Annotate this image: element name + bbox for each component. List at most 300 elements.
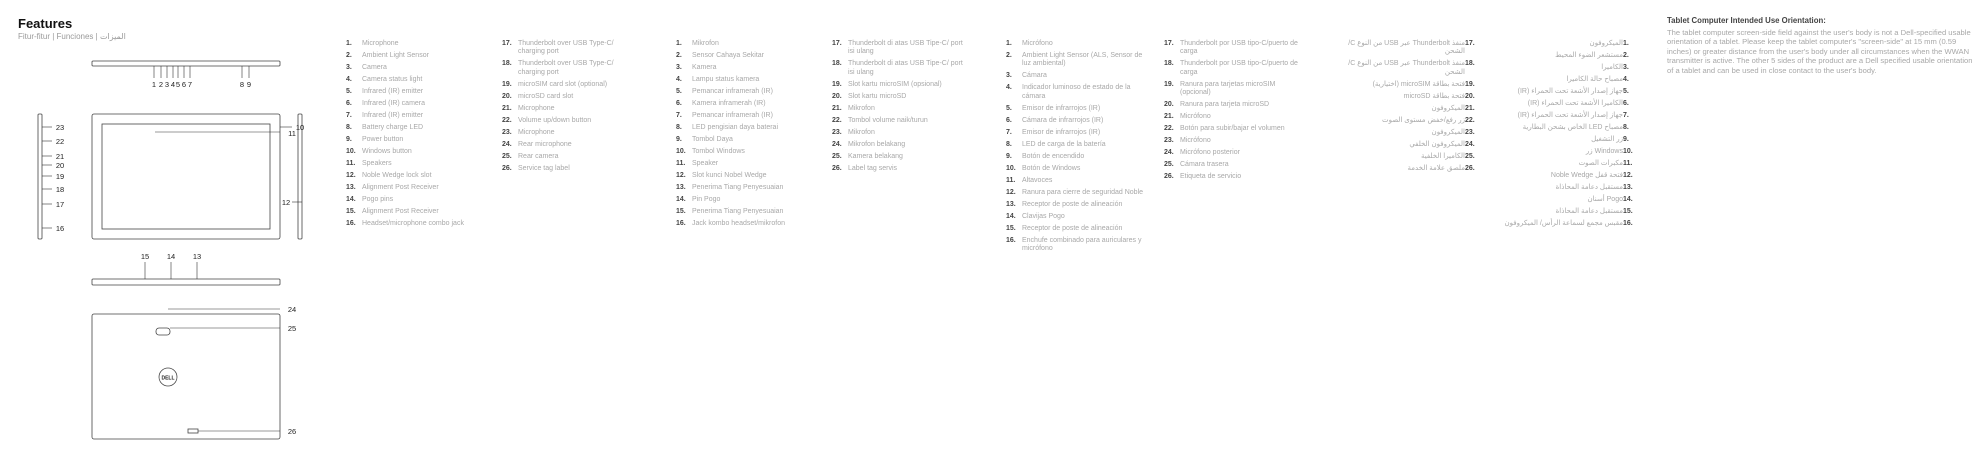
item-number: 1. bbox=[1006, 40, 1012, 47]
item-label: Penerima Tiang Penyesuaian bbox=[692, 208, 784, 215]
item-number: .8 bbox=[1623, 124, 1629, 131]
list-item bbox=[1006, 225, 1151, 233]
list-ar-part1 bbox=[1494, 40, 1639, 232]
callout-2: 2 bbox=[158, 80, 164, 89]
callout-16: 16 bbox=[55, 224, 65, 233]
item-number: 21. bbox=[1164, 113, 1174, 121]
item-label: فتحة بطاقة microSIM (اختيارية) bbox=[1372, 80, 1465, 88]
item-label: Kamera inframerah (IR) bbox=[692, 100, 766, 107]
item-number: 1. bbox=[676, 40, 682, 47]
item-label: الميكروفون الخلفي bbox=[1409, 140, 1465, 148]
item-number: .14 bbox=[1623, 196, 1633, 203]
item-number: 21. bbox=[832, 104, 842, 112]
item-number: 11. bbox=[676, 160, 686, 167]
callout-25: 25 bbox=[287, 324, 297, 333]
item-label: Thunderbolt over USB Type-C/ charging port bbox=[518, 40, 614, 56]
item-label: منفذ Thunderbolt عبر USB من النوع C/الشحن bbox=[1348, 40, 1465, 56]
list-item bbox=[1494, 196, 1639, 204]
item-number: 7. bbox=[676, 112, 682, 119]
item-number: 16. bbox=[1006, 236, 1016, 244]
list-item bbox=[1164, 173, 1304, 181]
item-number: 22. bbox=[1164, 125, 1174, 133]
item-label: Headset/microphone combo jack bbox=[362, 220, 464, 227]
item-label: Power button bbox=[362, 136, 404, 143]
item-number: 4. bbox=[1006, 84, 1012, 92]
item-number: 14. bbox=[676, 196, 686, 203]
item-number: .9 bbox=[1623, 136, 1629, 143]
list-item bbox=[1006, 153, 1151, 161]
item-label: Thunderbolt por USB tipo-C/puerto de carga bbox=[1180, 60, 1298, 76]
list-item bbox=[1494, 208, 1639, 216]
item-number: 25. bbox=[502, 152, 512, 160]
item-label: Botón de Windows bbox=[1022, 164, 1081, 172]
item-number: 17. bbox=[1164, 40, 1174, 47]
list-item bbox=[1336, 117, 1481, 125]
list-item bbox=[1494, 124, 1639, 132]
list-item bbox=[1006, 213, 1151, 221]
item-number: .7 bbox=[1623, 112, 1629, 119]
list-item bbox=[1494, 100, 1639, 108]
item-label: Micrófono bbox=[1180, 137, 1211, 145]
list-item bbox=[1006, 165, 1151, 173]
list-item bbox=[1494, 40, 1639, 48]
item-number: 3. bbox=[676, 64, 682, 71]
item-number: 26. bbox=[502, 164, 512, 172]
item-label: ملصق علامة الخدمة bbox=[1407, 164, 1465, 172]
list-item bbox=[1336, 141, 1481, 149]
item-label: Microphone bbox=[362, 40, 399, 47]
list-item bbox=[1164, 101, 1304, 109]
item-number: .19 bbox=[1465, 80, 1475, 88]
callout-23: 23 bbox=[55, 123, 65, 132]
item-number: 1. bbox=[346, 40, 352, 47]
list-item bbox=[1006, 52, 1151, 69]
item-number: 7. bbox=[346, 112, 352, 119]
callout-1: 1 bbox=[151, 80, 157, 89]
item-label: مصباح LED الخاص بشحن البطارية bbox=[1522, 124, 1623, 131]
item-number: .20 bbox=[1465, 92, 1475, 100]
item-number: 17. bbox=[502, 40, 512, 47]
item-label: Tombol volume naik/turun bbox=[848, 116, 928, 124]
item-label: Kamera bbox=[692, 64, 717, 71]
tablet-diagram bbox=[30, 50, 320, 450]
item-number: .17 bbox=[1465, 40, 1475, 47]
list-item bbox=[1494, 76, 1639, 84]
item-number: 13. bbox=[676, 184, 686, 191]
item-label: Cámara bbox=[1022, 72, 1047, 80]
item-label: الكاميرا الأشعة تحت الحمراء (IR) bbox=[1527, 100, 1623, 107]
item-label: Rear microphone bbox=[518, 140, 572, 148]
callout-11: 11 bbox=[288, 129, 296, 138]
item-number: 24. bbox=[832, 140, 842, 148]
list-item bbox=[502, 165, 637, 173]
list-item bbox=[1336, 165, 1481, 173]
tablet-bottom-edge bbox=[92, 279, 280, 285]
item-label: مكبرات الصوت bbox=[1578, 160, 1623, 167]
item-label: Etiqueta de servicio bbox=[1180, 173, 1242, 181]
item-number: 19. bbox=[832, 80, 842, 88]
item-number: 14. bbox=[1006, 212, 1016, 220]
callout-22: 22 bbox=[55, 137, 65, 146]
note-body: The tablet computer screen-side field against the user's body is not a Dell-specified usable orientation of a tablet. Please keep the tablet computer's "screen-side" at 15 mm (0.59 inches) or greater distance from the user's body under all circumstances when the WWAN transmitter is active. The other 5 sides of the product are a Dell specified usable orientation of a tablet and can be used in close contact to the user's body. bbox=[1667, 27, 1973, 75]
list-item bbox=[502, 117, 637, 125]
callout-9: 9 bbox=[246, 80, 252, 89]
item-number: .3 bbox=[1623, 64, 1629, 71]
item-number: 25. bbox=[832, 152, 842, 160]
item-number: 23. bbox=[502, 128, 512, 136]
item-number: 5. bbox=[676, 88, 682, 95]
list-item bbox=[1336, 105, 1481, 113]
item-label: Micrófono bbox=[1022, 40, 1053, 47]
item-label: جهاز إصدار الأشعة تحت الحمراء (IR) bbox=[1517, 88, 1623, 95]
list-item bbox=[346, 88, 481, 96]
item-label: Infrared (IR) emitter bbox=[362, 112, 424, 119]
item-number: 19. bbox=[502, 80, 512, 88]
list-item bbox=[1494, 172, 1639, 180]
item-label: Tombol Windows bbox=[692, 148, 745, 155]
list-item bbox=[676, 172, 811, 180]
item-number: 14. bbox=[346, 196, 356, 203]
list-item bbox=[676, 208, 811, 216]
item-number: 6. bbox=[346, 100, 352, 107]
item-label: Thunderbolt over USB Type-C/ charging port bbox=[518, 60, 614, 76]
item-number: 17. bbox=[832, 40, 842, 47]
item-label: Ranura para cierre de seguridad Noble bbox=[1022, 188, 1144, 196]
list-item bbox=[346, 160, 481, 168]
item-label: Sensor Cahaya Sekitar bbox=[692, 52, 764, 59]
list-item bbox=[346, 136, 481, 144]
list-item bbox=[346, 112, 481, 120]
callout-7: 7 bbox=[187, 80, 193, 89]
item-label: Microphone bbox=[518, 104, 555, 112]
item-label: Camera bbox=[362, 64, 387, 71]
item-number: 22. bbox=[832, 116, 842, 124]
item-number: 11. bbox=[346, 160, 356, 167]
item-label: Slot kunci Nobel Wedge bbox=[692, 172, 767, 179]
item-number: 4. bbox=[676, 76, 682, 83]
item-number: .2 bbox=[1623, 52, 1629, 59]
list-item bbox=[1164, 161, 1304, 169]
item-number: 9. bbox=[1006, 152, 1012, 160]
callout-17: 17 bbox=[55, 200, 65, 209]
item-number: 9. bbox=[676, 136, 682, 143]
item-label: جهاز إصدار الأشعة تحت الحمراء (IR) bbox=[1517, 112, 1623, 119]
list-item bbox=[346, 40, 481, 48]
item-number: 6. bbox=[676, 100, 682, 107]
item-label: الكاميرا bbox=[1601, 64, 1623, 71]
item-number: 8. bbox=[1006, 140, 1012, 148]
item-number: .13 bbox=[1623, 184, 1633, 191]
item-label: Speakers bbox=[362, 160, 392, 167]
item-number: .10 bbox=[1623, 148, 1633, 155]
item-label: Rear camera bbox=[518, 152, 559, 160]
item-label: Volume up/down button bbox=[518, 116, 592, 124]
list-en-part2 bbox=[502, 40, 637, 177]
list-item bbox=[676, 40, 811, 48]
item-number: 13. bbox=[346, 184, 356, 191]
item-label: زر رفع/خفض مستوى الصوت bbox=[1382, 116, 1465, 124]
tablet-screen bbox=[102, 124, 270, 229]
item-label: فتحة بطاقة microSD bbox=[1403, 92, 1465, 100]
callout-5: 5 bbox=[175, 80, 181, 89]
item-number: 11. bbox=[1006, 176, 1016, 184]
list-item bbox=[346, 124, 481, 132]
item-number: 10. bbox=[676, 148, 686, 155]
list-item bbox=[502, 153, 637, 161]
item-label: Pogo أسنان bbox=[1587, 196, 1623, 203]
item-label: Windows زر bbox=[1585, 148, 1623, 155]
list-item bbox=[676, 196, 811, 204]
item-label: Camera status light bbox=[362, 76, 423, 83]
list-item bbox=[676, 88, 811, 96]
item-label: Enchufe combinado para auriculares y micrófono bbox=[1022, 236, 1142, 253]
item-number: 26. bbox=[1164, 173, 1174, 181]
item-label: Service tag label bbox=[518, 164, 570, 172]
item-label: Pemancar inframerah (IR) bbox=[692, 112, 773, 119]
callout-6: 6 bbox=[181, 80, 187, 89]
item-label: Receptor de poste de alineación bbox=[1022, 224, 1123, 232]
item-label: Infrared (IR) camera bbox=[362, 100, 426, 107]
list-item bbox=[1006, 105, 1151, 113]
list-item bbox=[1336, 93, 1481, 101]
item-number: 21. bbox=[502, 104, 512, 112]
item-label: مستقبل دعامة المحاذاة bbox=[1555, 184, 1623, 191]
callout-21: 21 bbox=[55, 152, 65, 161]
callout-10: 10 bbox=[295, 123, 305, 132]
list-item bbox=[1164, 81, 1304, 98]
list-item bbox=[502, 40, 637, 57]
item-label: Pin Pogo bbox=[692, 196, 721, 203]
list-item bbox=[676, 64, 811, 72]
item-label: Tombol Daya bbox=[692, 136, 733, 143]
list-item bbox=[1006, 40, 1151, 48]
item-label: Windows button bbox=[362, 148, 412, 155]
list-item bbox=[1006, 72, 1151, 80]
item-label: فتحة قفل Noble Wedge bbox=[1550, 172, 1623, 179]
item-number: 3. bbox=[346, 64, 352, 71]
list-item bbox=[676, 148, 811, 156]
callout-20: 20 bbox=[55, 161, 65, 170]
item-label: Alignment Post Receiver bbox=[362, 184, 439, 191]
item-label: Penerima Tiang Penyesuaian bbox=[692, 184, 784, 191]
list-item bbox=[1006, 141, 1151, 149]
list-item bbox=[1494, 52, 1639, 60]
item-number: .4 bbox=[1623, 76, 1629, 83]
item-number: 2. bbox=[1006, 52, 1012, 59]
item-label: زر التشغيل bbox=[1591, 136, 1623, 143]
list-item bbox=[832, 141, 967, 149]
item-number: .23 bbox=[1465, 128, 1475, 136]
item-label: Thunderbolt di atas USB Tipe-C/ port isi ulang bbox=[848, 40, 963, 56]
item-number: 12. bbox=[1006, 188, 1016, 196]
item-label: Slot kartu microSD bbox=[848, 92, 907, 100]
item-number: 12. bbox=[676, 172, 686, 179]
item-label: Noble Wedge lock slot bbox=[362, 172, 432, 179]
item-label: Pemancar inframerah (IR) bbox=[692, 88, 773, 95]
item-number: 9. bbox=[346, 136, 352, 143]
item-number: .12 bbox=[1623, 172, 1633, 179]
callout-12: 12 bbox=[281, 198, 291, 207]
item-label: Infrared (IR) emitter bbox=[362, 88, 424, 95]
item-number: .26 bbox=[1465, 164, 1475, 172]
item-label: Botón para subir/bajar el volumen bbox=[1180, 125, 1285, 133]
item-label: Mikrofon bbox=[848, 104, 875, 112]
list-item bbox=[832, 81, 967, 89]
list-item bbox=[832, 93, 967, 101]
list-item bbox=[1164, 60, 1304, 77]
callout-18: 18 bbox=[55, 185, 65, 194]
list-item bbox=[1006, 189, 1151, 197]
item-number: 19. bbox=[1164, 80, 1174, 88]
list-item bbox=[676, 124, 811, 132]
callout-15: 15 bbox=[140, 252, 150, 261]
item-number: 10. bbox=[1006, 164, 1016, 172]
list-item bbox=[832, 40, 967, 57]
item-number: 23. bbox=[832, 128, 842, 136]
item-label: Microphone bbox=[518, 128, 555, 136]
list-item bbox=[502, 141, 637, 149]
item-number: .1 bbox=[1623, 40, 1629, 47]
item-label: الميكروفون bbox=[1589, 40, 1623, 47]
item-number: 20. bbox=[1164, 101, 1174, 109]
page-subtitle: Fitur-fitur | Funciones | الميزات bbox=[18, 32, 126, 41]
tablet-left-side bbox=[38, 114, 42, 239]
item-number: 18. bbox=[1164, 60, 1174, 68]
list-item bbox=[346, 172, 481, 180]
item-label: Label tag servis bbox=[848, 164, 898, 172]
item-number: 6. bbox=[1006, 116, 1012, 124]
list-item bbox=[346, 76, 481, 84]
item-label: Micrófono bbox=[1180, 113, 1211, 121]
rear-camera-module bbox=[156, 328, 170, 335]
item-label: مستشعر الضوء المحيط bbox=[1555, 52, 1623, 59]
list-es-part1 bbox=[1006, 40, 1151, 257]
item-number: 25. bbox=[1164, 161, 1174, 169]
callout-4: 4 bbox=[170, 80, 176, 89]
callout-19: 19 bbox=[55, 172, 65, 181]
item-label: LED pengisian daya baterai bbox=[692, 124, 779, 131]
list-item bbox=[832, 105, 967, 113]
list-item bbox=[1494, 88, 1639, 96]
item-number: 15. bbox=[1006, 224, 1016, 232]
list-item bbox=[502, 60, 637, 77]
list-item bbox=[346, 208, 481, 216]
item-number: .16 bbox=[1623, 220, 1633, 227]
item-label: Battery charge LED bbox=[362, 124, 424, 131]
item-label: Speaker bbox=[692, 160, 719, 167]
list-item bbox=[1494, 160, 1639, 168]
list-item bbox=[346, 52, 481, 60]
list-item bbox=[1494, 64, 1639, 72]
item-label: Micrófono posterior bbox=[1180, 149, 1240, 157]
item-label: Ranura para tarjetas microSIM (opcional) bbox=[1180, 80, 1276, 97]
note-heading: Tablet Computer Intended Use Orientation: bbox=[1667, 16, 1826, 25]
item-number: 7. bbox=[1006, 128, 1012, 136]
item-label: Pogo pins bbox=[362, 196, 394, 203]
list-item bbox=[1336, 40, 1481, 57]
list-item bbox=[1494, 148, 1639, 156]
list-item bbox=[1336, 153, 1481, 161]
list-item bbox=[1006, 201, 1151, 209]
list-item bbox=[1494, 136, 1639, 144]
list-item bbox=[676, 220, 811, 228]
list-item bbox=[502, 93, 637, 101]
item-number: .24 bbox=[1465, 140, 1475, 148]
item-number: 10. bbox=[346, 148, 356, 155]
item-number: 16. bbox=[676, 220, 686, 227]
list-item bbox=[1006, 129, 1151, 137]
list-item bbox=[1164, 40, 1304, 57]
tablet-back bbox=[92, 314, 280, 439]
list-item bbox=[502, 81, 637, 89]
list-item bbox=[1336, 129, 1481, 137]
callout-24: 24 bbox=[287, 305, 297, 314]
list-item bbox=[1164, 113, 1304, 121]
item-label: Ranura para tarjeta microSD bbox=[1180, 101, 1270, 109]
item-label: LED de carga de la batería bbox=[1022, 140, 1106, 148]
tablet-front bbox=[92, 114, 280, 239]
item-label: مصباح حالة الكاميرا bbox=[1566, 76, 1623, 83]
list-item bbox=[676, 100, 811, 108]
item-number: 13. bbox=[1006, 200, 1016, 208]
list-item bbox=[1336, 81, 1481, 89]
list-en-part1 bbox=[346, 40, 481, 232]
item-number: .5 bbox=[1623, 88, 1629, 95]
item-label: الميكروفون bbox=[1431, 128, 1465, 136]
item-label: مستقبل دعامة المحاذاة bbox=[1555, 208, 1623, 215]
service-tag-label bbox=[188, 429, 198, 433]
item-number: 8. bbox=[676, 124, 682, 131]
list-id-part2 bbox=[832, 40, 967, 177]
item-number: 15. bbox=[676, 208, 686, 215]
item-number: 18. bbox=[502, 60, 512, 68]
item-number: 15. bbox=[346, 208, 356, 215]
list-item bbox=[676, 136, 811, 144]
dell-logo-text: DELL bbox=[161, 375, 175, 382]
list-ar-part2 bbox=[1336, 40, 1481, 177]
item-number: .11 bbox=[1623, 160, 1633, 167]
list-item bbox=[1494, 184, 1639, 192]
item-number: .15 bbox=[1623, 208, 1633, 215]
item-number: 3. bbox=[1006, 72, 1012, 80]
item-label: Receptor de poste de alineación bbox=[1022, 200, 1123, 208]
item-label: Mikrofon belakang bbox=[848, 140, 906, 148]
list-item bbox=[346, 196, 481, 204]
item-number: .21 bbox=[1465, 104, 1475, 112]
tablet-drawing bbox=[30, 50, 330, 460]
callout-14: 14 bbox=[166, 252, 176, 261]
list-item bbox=[502, 105, 637, 113]
list-item bbox=[676, 160, 811, 168]
item-number: 8. bbox=[346, 124, 352, 131]
tablet-top-edge bbox=[92, 61, 280, 66]
list-item bbox=[832, 60, 967, 77]
item-number: .18 bbox=[1465, 60, 1475, 68]
item-number: 12. bbox=[346, 172, 356, 179]
list-item bbox=[346, 64, 481, 72]
list-es-part2 bbox=[1164, 40, 1304, 185]
item-label: Kamera belakang bbox=[848, 152, 903, 160]
item-label: Clavijas Pogo bbox=[1022, 212, 1065, 220]
list-item bbox=[1494, 220, 1639, 228]
item-number: 24. bbox=[1164, 149, 1174, 157]
list-item bbox=[676, 76, 811, 84]
item-number: 5. bbox=[1006, 104, 1012, 112]
item-label: Jack kombo headset/mikrofon bbox=[692, 220, 785, 227]
item-number: 20. bbox=[832, 92, 842, 100]
page-title: Features bbox=[18, 16, 73, 31]
list-item bbox=[832, 129, 967, 137]
